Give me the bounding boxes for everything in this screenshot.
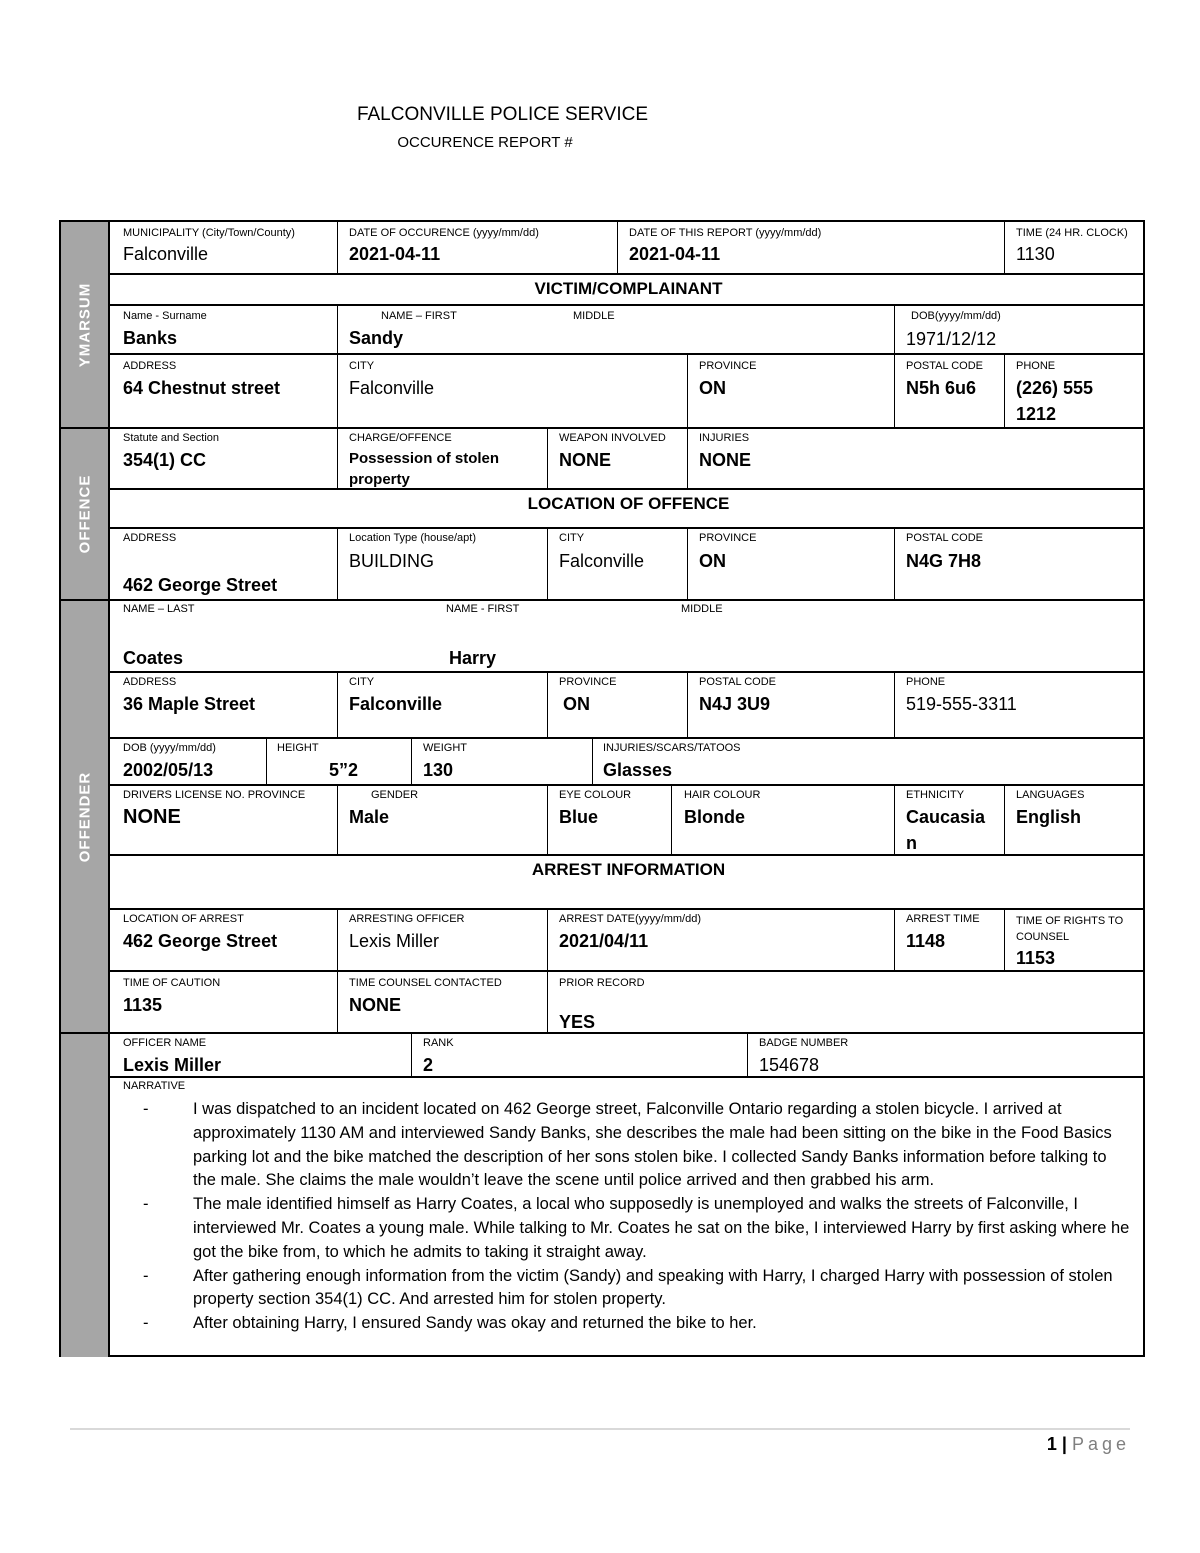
- offender-middle-label: MIDDLE: [681, 603, 723, 615]
- offender-weight-value: 130: [423, 760, 454, 780]
- col-divider: [337, 785, 338, 855]
- charge-label: CHARGE/OFFENCE: [349, 432, 452, 444]
- arrest-location-value: 462 George Street: [123, 931, 278, 951]
- col-divider: [337, 305, 338, 354]
- narrative-item: - I was dispatched to an incident located on 462 George street, Falconville Ontario regarding a stolen bicycle. I arrived at approximately 1130 AM and interviewed Sandy Banks, she describes the male had been sitting on the bike in the Food Basics parking lot and the bike matched the description of her sons stolen bike. I collected Sandy Banks information before talking to the male. She claims the male wouldn’t leave the scene until police arrived and then grabbed his arm.: [143, 1098, 1133, 1193]
- offender-dob-label: DOB (yyyy/mm/dd): [123, 742, 216, 754]
- col-divider: [687, 428, 688, 489]
- location-postal-label: POSTAL CODE: [906, 532, 984, 544]
- offender-address-value: 36 Maple Street: [123, 694, 256, 714]
- offender-license-value: NONE: [123, 806, 181, 828]
- offender-gender-value: Male: [349, 807, 390, 827]
- rights-counsel-label: TIME OF RIGHTS TO COUNSEL: [1016, 915, 1124, 943]
- offender-province-value: ON: [563, 694, 590, 714]
- col-divider: [894, 305, 895, 354]
- col-divider: [337, 672, 338, 738]
- statute-label: Statute and Section: [123, 432, 220, 444]
- victim-city-label: CITY: [349, 360, 375, 372]
- col-divider: [894, 354, 895, 428]
- offender-last-label: NAME – LAST: [123, 603, 195, 615]
- charge-value: Possession of stolen property: [349, 450, 500, 488]
- officer-name-value: Lexis Miller: [123, 1055, 222, 1075]
- sidebar-summary-label: YMARSUM: [76, 282, 93, 367]
- victim-province-value: ON: [699, 378, 726, 398]
- row-divider: [110, 908, 1145, 910]
- arrest-time-value: 1148: [906, 931, 946, 951]
- time-value: 1130: [1016, 244, 1055, 264]
- row-divider: [110, 273, 1145, 275]
- narrative-list: [143, 1098, 1133, 1336]
- victim-postal-label: POSTAL CODE: [906, 360, 984, 372]
- arrest-location-label: LOCATION OF ARREST: [123, 913, 244, 925]
- victim-phone-value: (226) 555 1212: [1016, 378, 1094, 424]
- offender-scars-value: Glasses: [603, 760, 673, 780]
- col-divider: [687, 354, 688, 428]
- arrest-date-label: ARREST DATE(yyyy/mm/dd): [559, 913, 701, 925]
- date-report-label: DATE OF THIS REPORT (yyyy/mm/dd): [629, 227, 822, 239]
- victim-dob-label: DOB(yyyy/mm/dd): [911, 310, 1001, 322]
- offender-hair-label: HAIR COLOUR: [684, 789, 761, 801]
- offender-postal-value: N4J 3U9: [699, 694, 771, 714]
- offender-height-label: HEIGHT: [277, 742, 319, 754]
- offender-postal-label: POSTAL CODE: [699, 676, 777, 688]
- page-number: 1: [1046, 1434, 1057, 1454]
- arresting-officer-value: Lexis Miller: [349, 931, 440, 951]
- victim-province-label: PROVINCE: [699, 360, 757, 372]
- narrative-label: NARRATIVE: [123, 1080, 186, 1092]
- narrative-item: - The male identified himself as Harry Coates, a local who supposedly is unemployed and walks the streets of Falconville, I interviewed Mr. Coates a young male. While talking to Mr. Coates he sat on the bike, I interviewed Harry by first asking where he got the bike from, to which he admits to taking it straight away.: [143, 1193, 1133, 1264]
- weapon-label: WEAPON INVOLVED: [559, 432, 666, 444]
- offender-hair-value: Blonde: [684, 807, 745, 827]
- counsel-contacted-label: TIME COUNSEL CONTACTED: [349, 977, 502, 989]
- report-title: FALCONVILLE POLICE SERVICE: [356, 104, 649, 125]
- municipality-value: Falconville: [123, 244, 209, 264]
- victim-city-value: Falconville: [349, 378, 435, 398]
- offender-phone-value: 519-555-3311: [906, 694, 1017, 714]
- location-city-value: Falconville: [559, 551, 645, 571]
- location-address-value: 462 George Street: [123, 575, 278, 595]
- time-label: TIME (24 HR. CLOCK): [1016, 227, 1128, 239]
- officer-rank-label: RANK: [423, 1037, 454, 1049]
- prior-record-label: PRIOR RECORD: [559, 977, 645, 989]
- row-divider: [110, 1076, 1145, 1078]
- date-occurence-value: 2021-04-11: [349, 244, 441, 264]
- col-divider: [687, 672, 688, 738]
- col-divider: [337, 909, 338, 971]
- col-divider: [1004, 354, 1005, 428]
- offender-eye-value: Blue: [559, 807, 599, 827]
- location-postal-value: N4G 7H8: [906, 551, 982, 571]
- offender-ethnicity-label: ETHNICITY: [906, 789, 965, 801]
- victim-address-label: ADDRESS: [123, 360, 177, 372]
- sidebar-offender: [61, 601, 110, 1034]
- row-divider: [110, 488, 1145, 490]
- col-divider: [547, 672, 548, 738]
- caution-label: TIME OF CAUTION: [123, 977, 221, 989]
- row-divider: [110, 1032, 1145, 1034]
- footer-divider: [70, 1428, 1130, 1430]
- counsel-contacted-value: NONE: [349, 995, 402, 1015]
- badge-number-value: 154678: [759, 1055, 820, 1075]
- row-divider: [110, 353, 1145, 355]
- col-divider: [894, 672, 895, 738]
- offender-city-label: CITY: [349, 676, 375, 688]
- offender-phone-label: PHONE: [906, 676, 946, 688]
- col-divider: [337, 354, 338, 428]
- sidebar-officer: [61, 1034, 110, 1357]
- col-divider: [617, 222, 618, 274]
- location-type-value: BUILDING: [349, 551, 435, 571]
- offender-eye-label: EYE COLOUR: [559, 789, 632, 801]
- col-divider: [747, 1033, 748, 1077]
- location-address-label: ADDRESS: [123, 532, 177, 544]
- col-divider: [687, 528, 688, 600]
- date-report-value: 2021-04-11: [629, 244, 721, 264]
- location-type-label: Location Type (house/apt): [349, 532, 476, 544]
- offender-license-label: DRIVERS LICENSE NO. PROVINCE: [123, 789, 306, 801]
- col-divider: [411, 1033, 412, 1077]
- offender-dob-value: 2002/05/13: [123, 760, 214, 780]
- narrative-item: - After obtaining Harry, I ensured Sandy was okay and returned the bike to her.: [143, 1312, 1133, 1336]
- page-footer: [1047, 1434, 1130, 1455]
- victim-dob-value: 1971/12/12: [906, 329, 997, 349]
- row-divider: [110, 671, 1145, 673]
- col-divider: [894, 909, 895, 971]
- col-divider: [1004, 785, 1005, 855]
- arrest-time-label: ARREST TIME: [906, 913, 980, 925]
- col-divider: [1004, 222, 1005, 274]
- col-divider: [547, 971, 548, 1033]
- victim-surname-label: Name - Surname: [123, 310, 207, 322]
- weapon-value: NONE: [559, 450, 612, 470]
- location-heading: LOCATION OF OFFENCE: [527, 494, 730, 513]
- col-divider: [547, 785, 548, 855]
- injuries-label: INJURIES: [699, 432, 750, 444]
- sidebar-summary: [61, 222, 110, 429]
- offender-gender-label: GENDER: [371, 789, 419, 801]
- victim-postal-value: N5h 6u6: [906, 378, 977, 398]
- victim-heading: VICTIM/COMPLAINANT: [534, 279, 723, 298]
- victim-first-label: NAME – FIRST: [381, 310, 457, 322]
- report-subtitle: OCCURENCE REPORT #: [397, 134, 573, 151]
- date-occurence-label: DATE OF OCCURENCE (yyyy/mm/dd): [349, 227, 539, 239]
- col-divider: [337, 428, 338, 489]
- location-city-label: CITY: [559, 532, 585, 544]
- page-word: Page: [1071, 1434, 1130, 1454]
- offender-province-label: PROVINCE: [559, 676, 617, 688]
- offender-first-label: NAME - FIRST: [446, 603, 520, 615]
- offender-last-value: Coates: [123, 648, 184, 668]
- row-divider: [110, 970, 1145, 972]
- sidebar-offence: [61, 429, 110, 601]
- col-divider: [337, 222, 338, 274]
- rights-counsel-value: 1153: [1016, 948, 1056, 968]
- officer-rank-value: 2: [423, 1055, 434, 1075]
- arresting-officer-label: ARRESTING OFFICER: [349, 913, 465, 925]
- occurrence-form: [59, 220, 1145, 1357]
- offender-scars-label: INJURIES/SCARS/TATOOS: [603, 742, 741, 754]
- victim-phone-label: PHONE: [1016, 360, 1056, 372]
- col-divider: [671, 785, 672, 855]
- location-province-label: PROVINCE: [699, 532, 757, 544]
- col-divider: [547, 909, 548, 971]
- victim-middle-label: MIDDLE: [573, 310, 615, 322]
- arrest-date-value: 2021/04/11: [559, 931, 649, 951]
- statute-value: 354(1) CC: [123, 450, 207, 470]
- sidebar-offence-label: OFFENCE: [76, 474, 93, 554]
- injuries-value: NONE: [699, 450, 752, 470]
- victim-surname-value: Banks: [123, 328, 178, 348]
- prior-record-value: YES: [559, 1012, 596, 1032]
- officer-name-label: OFFICER NAME: [123, 1037, 207, 1049]
- col-divider: [547, 428, 548, 489]
- narrative-item: - After gathering enough information from the victim (Sandy) and speaking with Harry, I charged Harry with possession of stolen property section 354(1) CC. And arrested him for stolen property.: [143, 1265, 1133, 1313]
- offender-address-label: ADDRESS: [123, 676, 177, 688]
- offender-city-value: Falconville: [349, 694, 443, 714]
- offender-weight-label: WEIGHT: [423, 742, 467, 754]
- col-divider: [592, 738, 593, 785]
- location-province-value: ON: [699, 551, 726, 571]
- row-divider: [110, 599, 1145, 601]
- col-divider: [411, 738, 412, 785]
- row-divider: [110, 304, 1145, 306]
- caution-value: 1135: [123, 995, 163, 1015]
- offender-languages-label: LANGUAGES: [1016, 789, 1085, 801]
- col-divider: [547, 528, 548, 600]
- offender-first-value: Harry: [449, 648, 497, 668]
- municipality-label: MUNICIPALITY (City/Town/County): [123, 227, 295, 239]
- page-separator: |: [1061, 1434, 1067, 1454]
- col-divider: [1004, 909, 1005, 971]
- victim-first-value: Sandy: [349, 328, 404, 348]
- col-divider: [266, 738, 267, 785]
- offender-ethnicity-value: Caucasian: [906, 807, 986, 853]
- victim-address-value: 64 Chestnut street: [123, 378, 281, 398]
- sidebar-offender-label: OFFENDER: [76, 771, 93, 862]
- row-divider: [110, 427, 1145, 429]
- badge-number-label: BADGE NUMBER: [759, 1037, 849, 1049]
- col-divider: [894, 785, 895, 855]
- offender-height-value: 5”2: [329, 760, 359, 780]
- col-divider: [337, 528, 338, 600]
- col-divider: [894, 528, 895, 600]
- arrest-heading: ARREST INFORMATION: [531, 860, 726, 879]
- offender-languages-value: English: [1016, 807, 1082, 827]
- col-divider: [337, 971, 338, 1033]
- row-divider: [110, 527, 1145, 529]
